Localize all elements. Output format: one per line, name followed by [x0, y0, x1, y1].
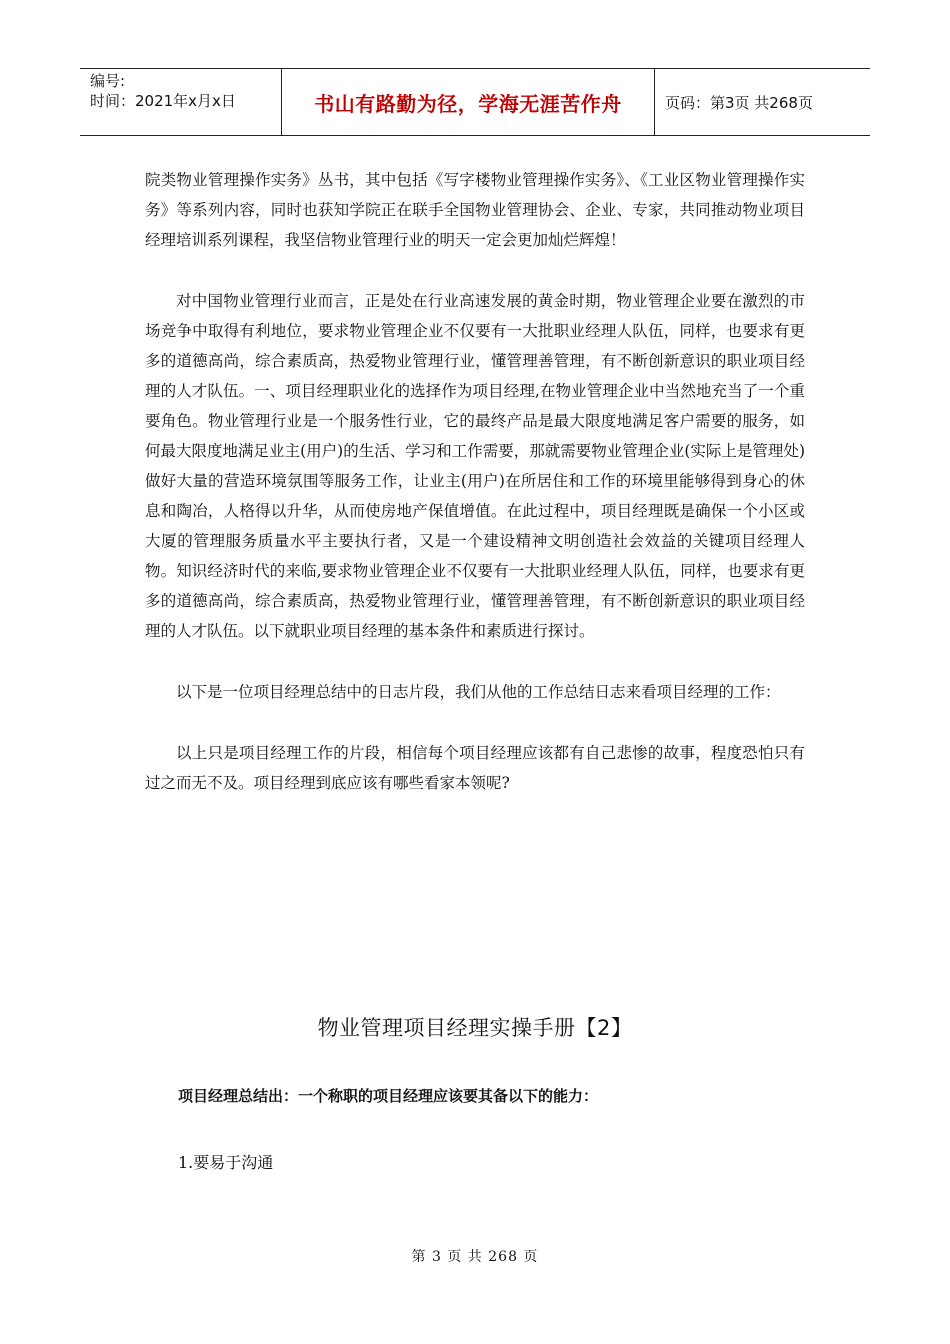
header-page-cell	[655, 69, 870, 135]
list-item: 1.要易于沟通	[178, 1153, 274, 1172]
paragraph-continuation: 院类物业管理操作实务》丛书，其中包括《写字楼物业管理操作实务》、《工业区物业管理操作实务》等系列内容，同时也获知学院正在联手全国物业管理协会、企业、专家，共同推动物业项目经理培训系列课程，我坚信物业管理行业的明天一定会更加灿烂辉煌！	[145, 171, 805, 249]
header-motto-cell	[282, 69, 655, 135]
header-meta-cell	[80, 69, 282, 135]
number-label: 编号:	[90, 72, 126, 90]
section-summary: 项目经理总结出：一个称职的项目经理应该要其备以下的能力：	[178, 1087, 599, 1105]
page-footer: 第 3 页 共 268 页	[411, 1249, 539, 1265]
motto-text: 书山有路勤为径，学海无涯苦作舟	[314, 91, 622, 116]
section-title: 物业管理项目经理实操手册【2】	[317, 1016, 633, 1040]
document-header	[80, 68, 870, 136]
time-label: 时间：2021年x月x日	[90, 92, 236, 110]
paragraph-industry: 对中国物业管理行业而言，正是处在行业高速发展的黄金时期，物业管理企业要在激烈的市场竞争中取得有利地位，要求物业管理企业不仅要有一大批职业经理人队伍，同样，也要求有更多的道德高尚，综合素质高，热爱物业管理行业，懂管理善管理，有不断创新意识的职业项目经理的人才队伍。一、项目经理职业化的选择作为项目经理,在物业管理企业中当然地充当了一个重要角色。物业管理行业是一个服务性行业，它的最终产品是最大限度地满足客户需要的服务，如何最大限度地满足业主(用户)的生活、学习和工作需要，那就需要物业管理企业(实际上是管理处)做好大量的营造环境氛围等服务工作，让业主(用户)在所居住和工作的环境里能够得到身心的休息和陶冶，人格得以升华，从而使房地产保值增值。在此过程中，项目经理既是确保一个小区或大厦的管理服务质量水平主要执行者，又是一个建设精神文明创造社会效益的关键项目经理人物。知识经济时代的来临,要求物业管理企业不仅要有一大批职业经理人队伍，同样，也要求有更多的道德高尚，综合素质高，热爱物业管理行业，懂管理善管理，有不断创新意识的职业项目经理的人才队伍。以下就职业项目经理的基本条件和素质进行探讨。	[145, 292, 805, 640]
document-body	[145, 165, 805, 798]
paragraph-log-intro: 以下是一位项目经理总结中的日志片段，我们从他的工作总结日志来看项目经理的工作：	[176, 683, 781, 701]
page-label: 页码：第3页 共268页	[665, 93, 813, 112]
paragraph-conclusion: 以上只是项目经理工作的片段，相信每个项目经理应该都有自己悲惨的故事，程度恐怕只有过之而无不及。项目经理到底应该有哪些看家本领呢?	[145, 744, 805, 792]
